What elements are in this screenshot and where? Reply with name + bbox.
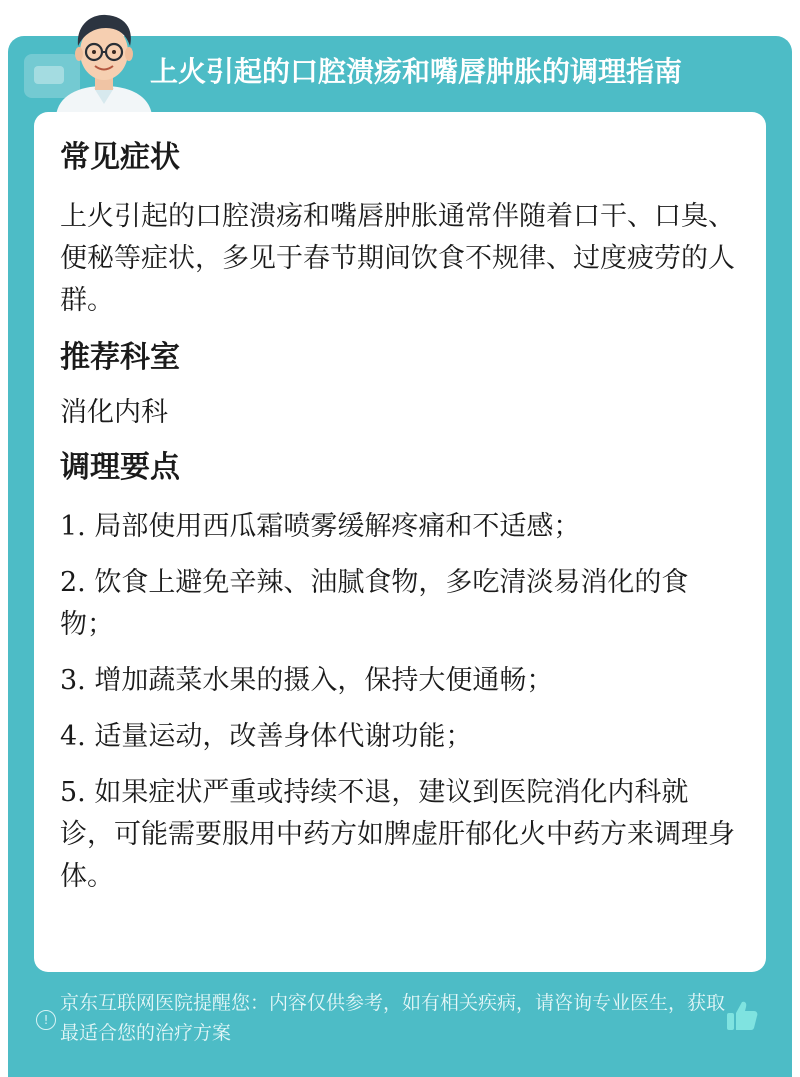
content-card bbox=[34, 112, 766, 972]
section-title-tips: 调理要点 bbox=[60, 450, 180, 485]
thumbs-up-icon[interactable] bbox=[724, 998, 760, 1034]
doctor-avatar bbox=[48, 6, 160, 116]
list-item: 1. 局部使用西瓜霜喷雾缓解疼痛和不适感； bbox=[60, 511, 581, 542]
list-item: 4. 适量运动，改善身体代谢功能； bbox=[60, 721, 473, 752]
page-title: 上火引起的口腔溃疡和嘴唇肿胀的调理指南 bbox=[150, 55, 683, 88]
symptoms-text: 上火引起的口腔溃疡和嘴唇肿胀通常伴随着口干、口臭、便秘等症状，多见于春节期间饮食不规律、过度疲劳的人群。 bbox=[60, 201, 735, 316]
list-item: 3. 增加蔬菜水果的摄入，保持大便通畅； bbox=[60, 665, 554, 696]
section-title-symptoms: 常见症状 bbox=[60, 140, 180, 175]
section-title-department: 推荐科室 bbox=[60, 340, 180, 375]
info-circle-icon: ! bbox=[36, 1010, 56, 1030]
department-text: 消化内科 bbox=[60, 397, 168, 428]
list-item: 2. 饮食上避免辛辣、油腻食物，多吃清淡易消化的食物； bbox=[60, 567, 689, 640]
tips-list bbox=[60, 506, 740, 898]
footer-notice: 京东互联网医院提醒您：内容仅供参考，如有相关疾病，请咨询专业医生，获取最适合您的治疗方案 bbox=[60, 992, 726, 1044]
list-item: 5. 如果症状严重或持续不退，建议到医院消化内科就诊，可能需要服用中药方如脾虚肝郁化火中药方来调理身体。 bbox=[60, 777, 735, 892]
